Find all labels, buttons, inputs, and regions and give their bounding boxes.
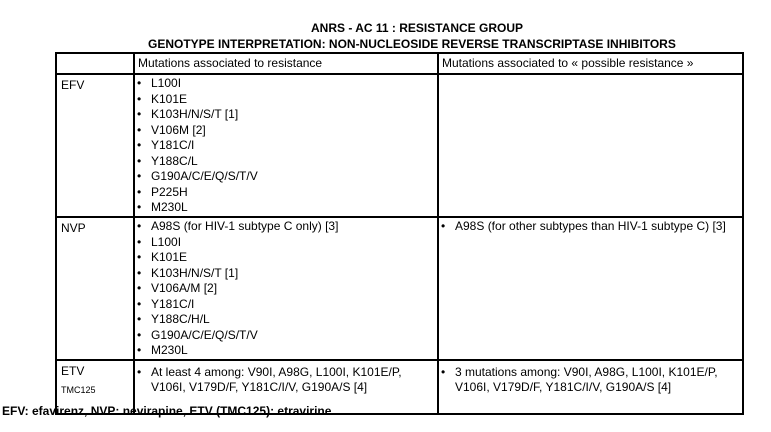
resistance-cell <box>134 74 438 217</box>
mutation-list <box>135 361 437 396</box>
mutation-item: • K101E <box>135 92 437 108</box>
drug-name <box>57 361 133 397</box>
document-subtitle: GENOTYPE INTERPRETATION: NON-NUCLEOSIDE REVERSE TRANSCRIPTASE INHIBITORS <box>148 37 676 51</box>
drug-cell <box>56 217 134 360</box>
mutation-item: • K101E <box>135 250 437 266</box>
mutation-item: • Y181C/I <box>135 138 437 154</box>
mutation-item: • Y188C/L <box>135 154 437 170</box>
drug-name: NVP <box>61 221 86 235</box>
mutation-item: • P225H <box>135 185 437 201</box>
header-cell-possible-resistance: Mutations associated to « possible resistance » <box>438 53 743 74</box>
header-cell-empty <box>56 53 134 74</box>
possible-resistance-cell <box>438 74 743 217</box>
mutation-item: • A98S (for other subtypes than HIV-1 subtype C) [3] <box>439 219 742 235</box>
possible-resistance-cell <box>438 360 743 414</box>
mutation-item: • G190A/C/E/Q/S/T/V <box>135 169 437 185</box>
mutation-item: • Y181C/I <box>135 297 437 313</box>
mutation-item: • A98S (for HIV-1 subtype C only) [3] <box>135 219 437 235</box>
mutation-item: • 3 mutations among: V90I, A98G, L100I, K101E/P, V106I, V179D/F, Y181C/I/V, G190A/S [4] <box>439 365 742 396</box>
table-header-row <box>56 53 743 74</box>
mutation-item: • L100I <box>135 76 437 92</box>
possible-resistance-cell <box>438 217 743 360</box>
mutation-item: • K103H/N/S/T [1] <box>135 266 437 282</box>
mutation-item: • V106M [2] <box>135 123 437 139</box>
mutation-item: • V106A/M [2] <box>135 281 437 297</box>
drug-abbreviation: ETV <box>61 363 85 378</box>
mutation-item: • M230L <box>135 343 437 359</box>
mutation-list <box>135 75 437 216</box>
mutation-list <box>439 361 742 396</box>
mutation-item: • L100I <box>135 235 437 251</box>
mutation-item: • G190A/C/E/Q/S/T/V <box>135 328 437 344</box>
table-row-efv <box>56 74 743 217</box>
mutation-item: • M230L <box>135 200 437 216</box>
drug-cell <box>56 74 134 217</box>
header-cell-resistance: Mutations associated to resistance <box>134 53 438 74</box>
document-title: ANRS - AC 11 : RESISTANCE GROUP <box>311 21 524 35</box>
table-row-nvp <box>56 217 743 360</box>
mutation-list <box>439 218 742 235</box>
footnote: EFV: efavirenz, NVP: nevirapine, ETV (TMC125): etravirine <box>2 404 332 418</box>
resistance-table <box>55 52 744 415</box>
resistance-cell <box>134 217 438 360</box>
mutation-list <box>135 218 437 359</box>
drug-name: EFV <box>61 78 85 92</box>
mutation-item: • At least 4 among: V90I, A98G, L100I, K101E/P, V106I, V179D/F, Y181C/I/V, G190A/S [4] <box>135 365 437 396</box>
drug-code: TMC125 <box>61 384 96 395</box>
mutation-item: • Y188C/H/L <box>135 312 437 328</box>
mutation-item: • K103H/N/S/T [1] <box>135 107 437 123</box>
